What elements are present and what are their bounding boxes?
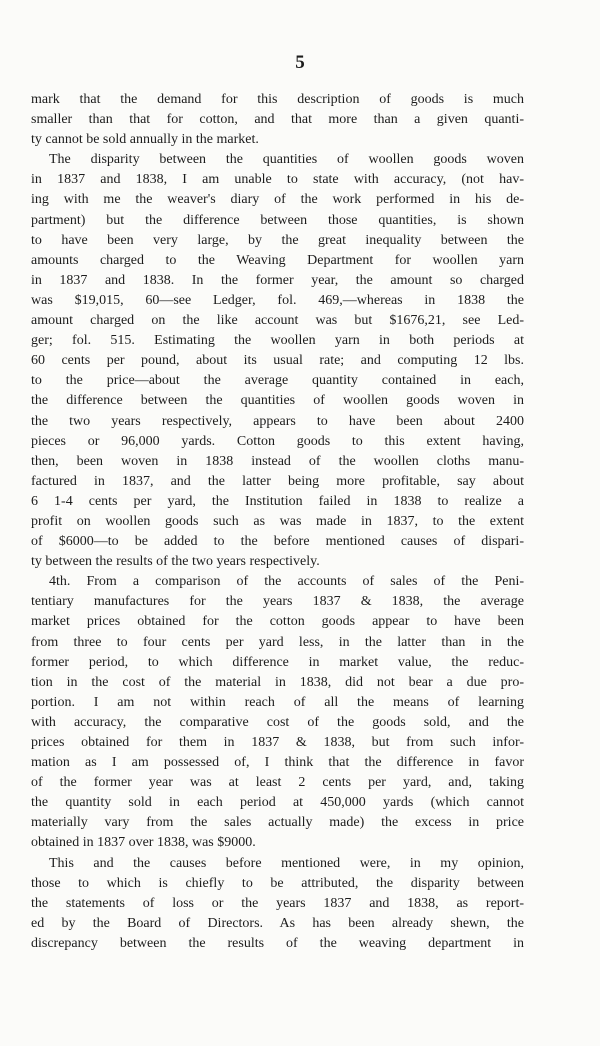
text-line: ty between the results of the two years respectively.: [31, 554, 320, 570]
paragraph: [31, 854, 524, 954]
text-line: the statements of loss or the years 1837 and 1838, as report-: [31, 895, 524, 911]
page-number: 5: [295, 52, 305, 73]
text-line: of the former year was at least 2 cents per yard, and, taking: [31, 775, 524, 791]
text-line: This and the causes before mentioned were, in my opinion,: [49, 855, 524, 871]
text-line: in 1837 and 1838, I am unable to state with accuracy, (not hav-: [31, 172, 524, 188]
text-line: amounts charged to the Weaving Department for woollen yarn: [31, 252, 524, 268]
text-line: market prices obtained for the cotton goods appear to have been: [31, 614, 524, 630]
text-line: tentiary manufactures for the years 1837 & 1838, the average: [31, 594, 524, 610]
text-line: 6 1-4 cents per yard, the Institution failed in 1838 to realize a: [31, 493, 524, 509]
text-line: obtained in 1837 over 1838, was $9000.: [31, 835, 256, 851]
text-line: tion in the cost of the material in 1838, did not bear a due pro-: [31, 674, 524, 690]
paragraph: [31, 90, 524, 150]
text-line: with accuracy, the comparative cost of the goods sold, and the: [31, 714, 524, 730]
text-line: The disparity between the quantities of woollen goods woven: [49, 152, 524, 168]
text-line: materially vary from the sales actually made) the excess in price: [31, 815, 524, 831]
text-line: ty cannot be sold annually in the market.: [31, 132, 259, 148]
text-line: pieces or 96,000 yards. Cotton goods to this extent having,: [31, 433, 524, 449]
text-line: mark that the demand for this description of goods is much: [31, 92, 524, 107]
paragraph: [31, 572, 524, 853]
text-line: partment) but the difference between those quantities, is shown: [31, 212, 524, 228]
text-line: those to which is chiefly to be attributed, the disparity between: [31, 875, 524, 891]
text-line: amount charged on the like account was but $1676,21, see Led-: [31, 313, 524, 329]
text-line: in 1837 and 1838. In the former year, the amount so charged: [31, 272, 524, 288]
text-line: ed by the Board of Directors. As has been already shewn, the: [31, 915, 524, 931]
text-line: was $19,015, 60—see Ledger, fol. 469,—whereas in 1838 the: [31, 292, 524, 308]
text-line: former period, to which difference in market value, the reduc-: [31, 654, 524, 670]
text-line: the two years respectively, appears to have been about 2400: [31, 413, 524, 429]
text-line: to have been very large, by the great inequality between the: [31, 232, 524, 248]
text-line: profit on woollen goods such as was made in 1837, to the extent: [31, 513, 524, 529]
text-line: to the price—about the average quantity contained in each,: [31, 373, 524, 389]
text-line: ger; fol. 515. Estimating the woollen yarn in both periods at: [31, 333, 524, 349]
text-line: smaller than that for cotton, and that more than a given quanti-: [31, 112, 524, 128]
text-line: 4th. From a comparison of the accounts of sales of the Peni-: [49, 574, 524, 590]
text-line: the difference between the quantities of woollen goods woven in: [31, 393, 524, 409]
paragraph: [31, 150, 524, 572]
text-line: prices obtained for them in 1837 & 1838, but from such infor-: [31, 735, 524, 750]
text-line: then, been woven in 1838 instead of the woollen cloths manu-: [31, 453, 524, 469]
text-line: the quantity sold in each period at 450,000 yards (which cannot: [31, 795, 524, 811]
text-line: factured in 1837, and the latter being more profitable, say about: [31, 473, 524, 489]
text-line: discrepancy between the results of the weaving department in: [31, 935, 524, 951]
body-text: [31, 90, 524, 954]
text-line: mation as I am possessed of, I think that the difference in favor: [31, 755, 524, 771]
text-line: ing with me the weaver's diary of the work performed in his de-: [31, 192, 524, 208]
text-line: portion. I am not within reach of all the means of learning: [31, 694, 524, 710]
text-line: from three to four cents per yard less, in the latter than in the: [31, 634, 524, 650]
text-line: of $6000—to be added to the before mentioned causes of dispari-: [31, 534, 524, 550]
text-line: 60 cents per pound, about its usual rate; and computing 12 lbs.: [31, 353, 524, 369]
